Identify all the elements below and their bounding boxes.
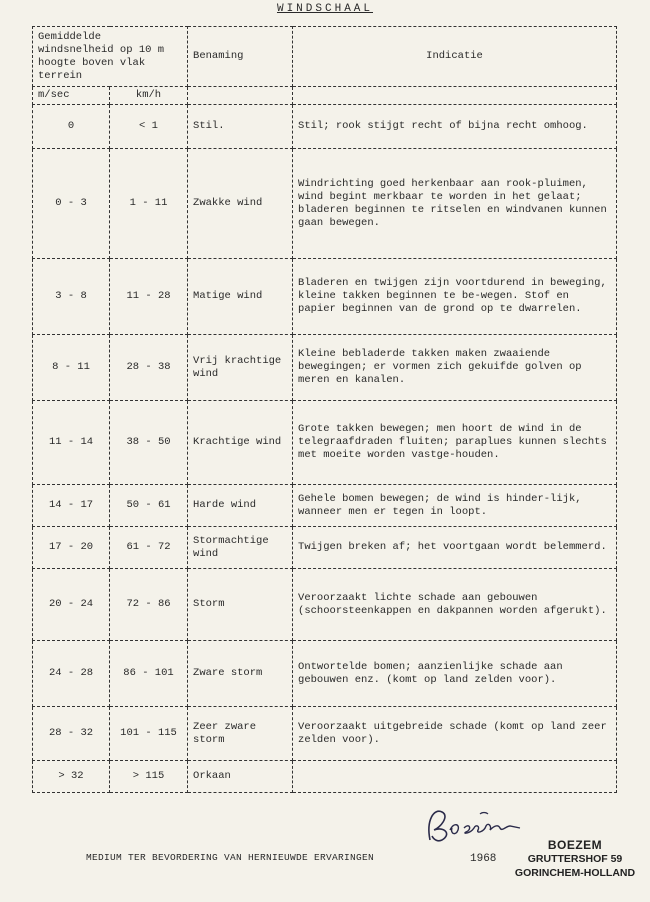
page-title: WINDSCHAAL: [276, 3, 373, 15]
cell-indication: Veroorzaakt uitgebreide schade (komt op land zeer zelden voor).: [293, 707, 617, 761]
cell-kmh: 28 - 38: [110, 335, 188, 401]
cell-name: Stormachtige wind: [188, 527, 293, 569]
company-city: GORINCHEM-HOLLAND: [514, 867, 636, 879]
cell-kmh: 50 - 61: [110, 485, 188, 527]
footer-medium: MEDIUM TER BEVORDERING VAN HERNIEUWDE ERVARINGEN: [86, 852, 375, 863]
cell-ms: > 32: [33, 761, 110, 793]
cell-indication: Twijgen breken af; het voortgaan wordt belemmerd.: [293, 527, 617, 569]
table-row: [33, 105, 617, 149]
cell-indication: Stil; rook stijgt recht of bijna recht omhoog.: [293, 105, 617, 149]
table-row: [33, 335, 617, 401]
cell-name: Harde wind: [188, 485, 293, 527]
table-row: [33, 149, 617, 259]
header-speed: Gemiddelde windsnelheid op 10 m hoogte boven vlak terrein: [33, 27, 188, 87]
cell-kmh: 11 - 28: [110, 259, 188, 335]
cell-ms: 0: [33, 105, 110, 149]
cell-kmh: > 115: [110, 761, 188, 793]
cell-kmh: 101 - 115: [110, 707, 188, 761]
cell-ms: 17 - 20: [33, 527, 110, 569]
cell-indication: Gehele bomen bewegen; de wind is hinder-lijk, wanneer men er tegen in loopt.: [293, 485, 617, 527]
cell-name: Storm: [188, 569, 293, 641]
company-stamp: [505, 838, 645, 880]
cell-ms: 28 - 32: [33, 707, 110, 761]
table-row: [33, 401, 617, 485]
header-indication: Indicatie: [293, 27, 617, 87]
header-row: [33, 27, 617, 87]
cell-kmh: 72 - 86: [110, 569, 188, 641]
cell-name: Zeer zware storm: [188, 707, 293, 761]
cell-kmh: 61 - 72: [110, 527, 188, 569]
cell-name: Zwakke wind: [188, 149, 293, 259]
cell-name: Krachtige wind: [188, 401, 293, 485]
cell-name: Zware storm: [188, 641, 293, 707]
cell-indication: Bladeren en twijgen zijn voortdurend in beweging, kleine takken beginnen te be-wegen. Stof en papier beginnen van de grond op te dwarrelen.: [293, 259, 617, 335]
cell-name: Stil.: [188, 105, 293, 149]
cell-indication: Kleine bebladerde takken maken zwaaiende bewegingen; er vormen zich gekuifde golven op meren en kanalen.: [293, 335, 617, 401]
cell-kmh: 1 - 11: [110, 149, 188, 259]
cell-name: Vrij krachtige wind: [188, 335, 293, 401]
unit-kmh: km/h: [110, 87, 188, 105]
cell-name: Orkaan: [188, 761, 293, 793]
cell-ms: 14 - 17: [33, 485, 110, 527]
cell-indication: Ontwortelde bomen; aanzienlijke schade aan gebouwen enz. (komt op land zelden voor).: [293, 641, 617, 707]
cell-ms: 0 - 3: [33, 149, 110, 259]
table-row: [33, 707, 617, 761]
table-row: [33, 259, 617, 335]
table-row: [33, 641, 617, 707]
unit-row: [33, 87, 617, 105]
cell-ms: 8 - 11: [33, 335, 110, 401]
cell-indication: Windrichting goed herkenbaar aan rook-pluimen, wind begint merkbaar te worden in het gelaat; bladeren beginnen te ritselen en windvanen kunnen gaan bewegen.: [293, 149, 617, 259]
table-row: [33, 761, 617, 793]
cell-kmh: 38 - 50: [110, 401, 188, 485]
table-row: [33, 485, 617, 527]
cell-ms: 3 - 8: [33, 259, 110, 335]
wind-scale-table: [32, 26, 617, 793]
company-name: BOEZEM: [547, 838, 603, 852]
header-name: Benaming: [188, 27, 293, 87]
unit-ms: m/sec: [33, 87, 110, 105]
cell-kmh: < 1: [110, 105, 188, 149]
cell-indication: [293, 761, 617, 793]
table-row: [33, 569, 617, 641]
cell-indication: Veroorzaakt lichte schade aan gebouwen (schoorsteenkappen en dakpannen worden afgerukt).: [293, 569, 617, 641]
cell-name: Matige wind: [188, 259, 293, 335]
cell-ms: 11 - 14: [33, 401, 110, 485]
table-row: [33, 527, 617, 569]
cell-indication: Grote takken bewegen; men hoort de wind in de telegraafdraden fluiten; paraplues kunnen slechts met moeite worden vastge-houden.: [293, 401, 617, 485]
footer-year: 1968: [470, 853, 497, 865]
company-address: GRUTTERSHOF 59: [527, 853, 623, 865]
cell-ms: 24 - 28: [33, 641, 110, 707]
cell-ms: 20 - 24: [33, 569, 110, 641]
cell-kmh: 86 - 101: [110, 641, 188, 707]
